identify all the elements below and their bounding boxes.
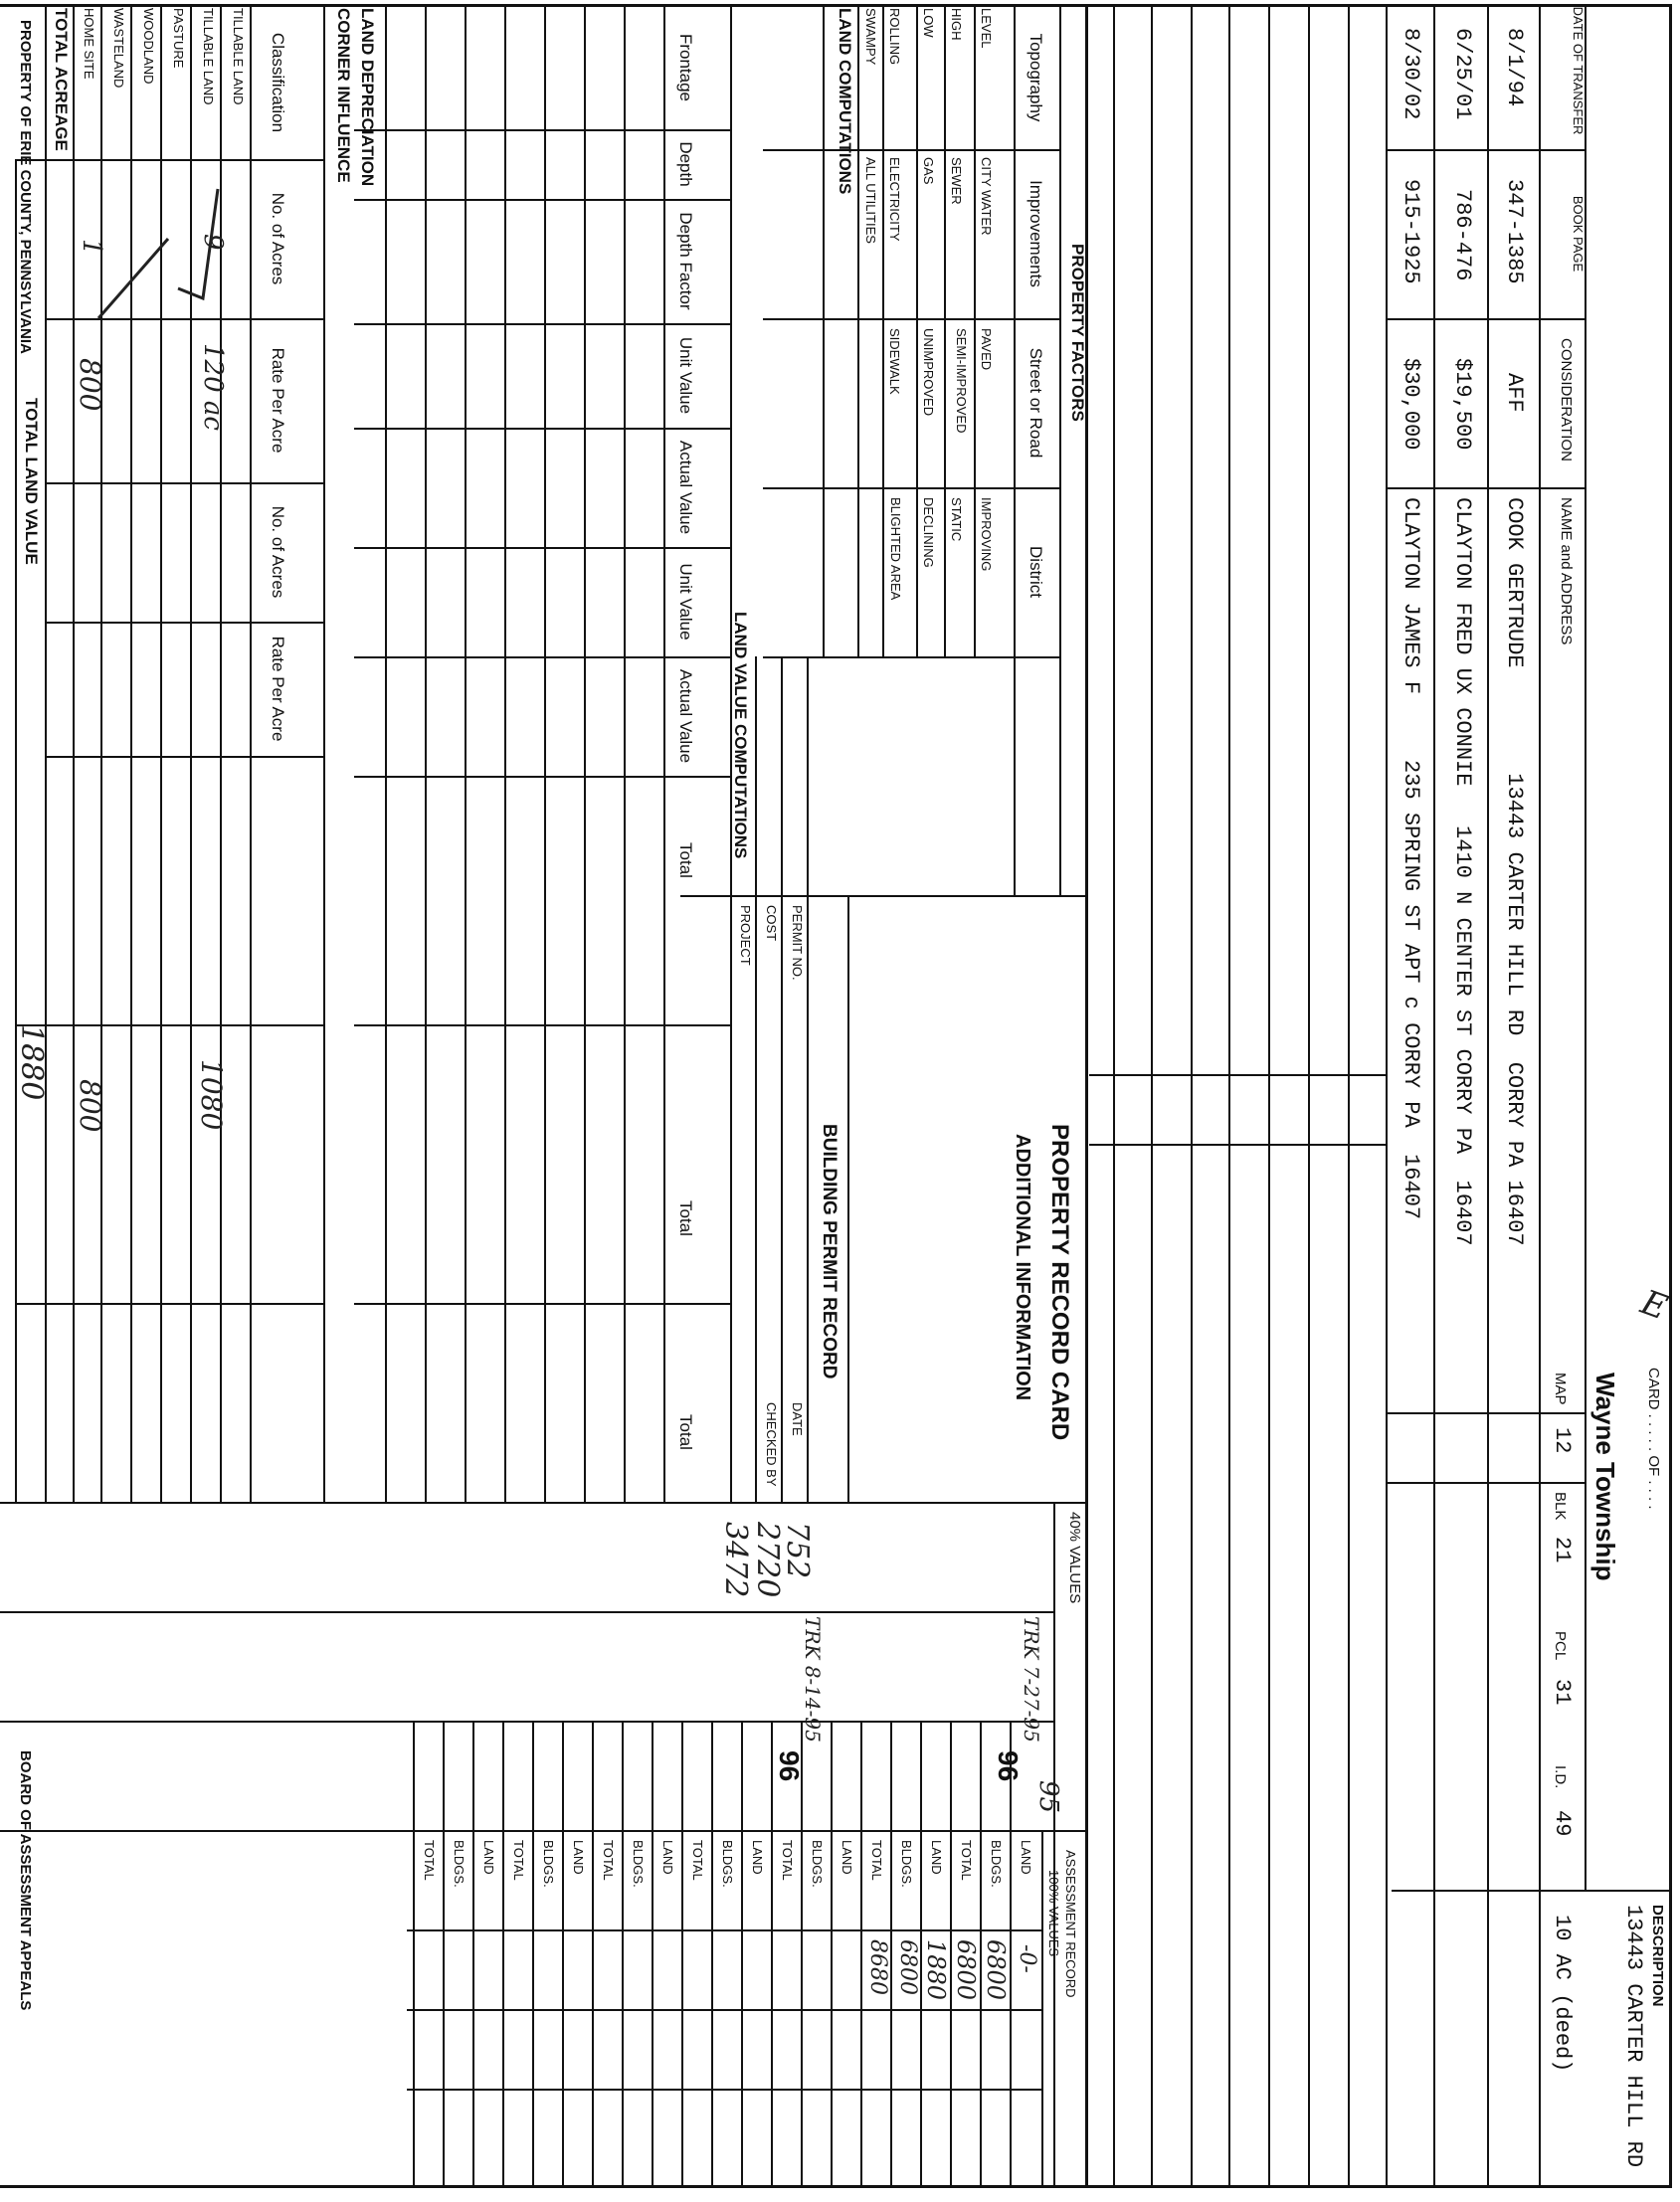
ar-label-16: BLDGS. [541, 1840, 556, 1888]
ar-label-4: BLDGS. [899, 1840, 914, 1888]
year-col1: 96 [993, 1750, 1024, 1782]
pf-header-improvements: Improvements [1027, 180, 1045, 287]
ar-label-14: TOTAL [601, 1840, 616, 1881]
hand-note-col1: TRK 7-27-95 [1020, 1616, 1043, 1743]
hand-home-rate: 800 [74, 358, 106, 412]
transfer-3-book: 915-1925 [1399, 179, 1423, 284]
pf-road-semi: SEMI-IMPROVED [954, 328, 969, 434]
pf-district-declining: DECLINING [921, 497, 936, 568]
hand-tillable-total: 1080 [195, 1059, 228, 1131]
pf-topo-level: LEVEL [979, 8, 994, 49]
pf-header-district: District [1027, 546, 1045, 598]
map-label: MAP [1552, 1373, 1569, 1405]
lt-header-acres-1: No. of Acres [269, 192, 287, 285]
permit-cost-label: COST [764, 905, 779, 942]
lc-header-frontage: Frontage [676, 33, 695, 102]
record-card-title: PROPERTY RECORD CARD [1046, 1124, 1073, 1441]
lt-row-tillable-1: TILLABLE LAND [231, 8, 246, 105]
pf-topo-rolling: ROLLING [887, 8, 902, 66]
ar-label-3: LAND [929, 1840, 944, 1875]
description-line-2: 10 AC (deed) [1550, 1915, 1575, 2073]
pf-district-blighted: BLIGHTED AREA [888, 497, 903, 601]
hand-ar-col2-total: 8680 [865, 1939, 890, 1995]
ar-label-10: BLDGS. [720, 1840, 735, 1888]
hand-ar-col1-bldgs: 6800 [982, 1939, 1010, 2001]
lt-header-acres-2: No. of Acres [269, 505, 287, 599]
card-of-label: CARD . . . . . OF . . . . [1645, 1368, 1662, 1510]
assessment-record-title: ASSESSMENT RECORD [1063, 1850, 1078, 1998]
lt-row-wasteland: WASTELAND [111, 8, 126, 89]
hand-note-col2: TRK 8-14-95 [801, 1616, 825, 1743]
forty-values-title: 40% VALUES [1066, 1512, 1083, 1604]
hand-tillable-rate: 120 ac [198, 343, 228, 431]
year-col2: 96 [774, 1750, 805, 1782]
transfer-2-name: CLAYTON FRED UX CONNIE 1410 N CENTER ST CORRY PA 16407 [1450, 497, 1475, 1246]
ar-label-7: BLDGS. [810, 1840, 825, 1888]
hand-tillable-acres: 9 [198, 234, 228, 251]
pf-topo-low: LOW [921, 8, 936, 38]
lvc-title: LAND VALUE COMPUTATIONS [731, 612, 750, 859]
lc-header-actual-value-2: Actual Value [676, 668, 695, 764]
ar-label-19: BLDGS. [452, 1840, 467, 1888]
pf-header-street: Street or Road [1027, 347, 1045, 459]
record-card-subtitle: ADDITIONAL INFORMATION [1012, 1134, 1033, 1401]
hand-home-acres: 1 [77, 239, 106, 256]
ar-label-18: LAND [481, 1840, 496, 1875]
corner-influence-label: CORNER INFLUENCE [334, 8, 353, 183]
lt-row-woodland: WOODLAND [141, 8, 156, 85]
pf-header-topography: Topography [1027, 33, 1045, 122]
pf-road-sidewalk: SIDEWALK [887, 328, 902, 395]
lt-row-tillable-2: TILLABLE LAND [201, 8, 216, 105]
transfer-1-date: 8/1/94 [1502, 28, 1527, 107]
land-depreciation-label: LAND DEPRECIATION [358, 8, 377, 187]
land-computations-title: LAND COMPUTATIONS [836, 8, 854, 195]
blk-label: BLK [1552, 1492, 1569, 1521]
lc-header-total-2: Total [676, 1200, 695, 1236]
permit-checked-label: CHECKED BY [764, 1402, 779, 1487]
pcl-label: PCL [1552, 1631, 1569, 1661]
id-value: 49 [1550, 1810, 1575, 1837]
hand-forty-total: 3472 [718, 1522, 753, 1598]
permit-no-label: PERMIT NO. [790, 905, 805, 981]
transfer-header-date: DATE OF TRANSFER [1571, 6, 1586, 135]
transfer-1-consideration: AFF [1502, 373, 1527, 413]
transfer-3-consideration: $30,000 [1399, 358, 1423, 451]
hand-year-mark: 95 [1033, 1780, 1063, 1814]
assessment-record-subtitle: 100% VALUES [1046, 1870, 1061, 1957]
property-factors-title: PROPERTY FACTORS [1068, 244, 1087, 422]
transfer-header-name: NAME and ADDRESS [1558, 497, 1575, 645]
lc-header-depth: Depth [676, 141, 695, 187]
township-title: Wayne Township [1590, 1373, 1620, 1581]
pf-imp-sewer: SEWER [949, 157, 964, 205]
lt-row-homesite: HOME SITE [82, 8, 96, 80]
permit-project-label: PROJECT [738, 905, 753, 966]
ar-label-13: BLDGS. [631, 1840, 646, 1888]
pf-topo-swampy: SWAMPY [863, 8, 878, 66]
lc-header-depth-factor: Depth Factor [676, 212, 695, 310]
transfer-3-date: 8/30/02 [1399, 28, 1423, 120]
pf-topo-high: HIGH [949, 8, 964, 41]
ar-label-20: TOTAL [422, 1840, 437, 1881]
footer-left: PROPERTY OF ERIE COUNTY, PENNSYLVANIA [17, 20, 34, 354]
lt-total-land-value-label: TOTAL LAND VALUE [22, 398, 41, 565]
hand-ar-col2-bldgs: 6800 [895, 1939, 920, 1995]
transfer-1-book: 347-1385 [1502, 179, 1527, 284]
ar-label-17: TOTAL [511, 1840, 526, 1881]
lt-header-rate-2: Rate Per Acre [269, 636, 287, 742]
hand-forty-land: 752 [780, 1522, 815, 1579]
lt-header-rate-1: Rate Per Acre [269, 347, 287, 454]
map-value: 12 [1550, 1427, 1575, 1454]
hand-forty-bldgs: 2720 [750, 1522, 785, 1598]
description-line-1: 13443 CARTER HILL RD [1621, 1905, 1646, 2168]
transfer-2-consideration: $19,500 [1450, 358, 1475, 451]
ar-label-6: LAND [840, 1840, 854, 1875]
lt-total-acreage-label: TOTAL ACREAGE [52, 8, 71, 151]
ar-label-2: TOTAL [959, 1840, 974, 1881]
ar-label-12: LAND [660, 1840, 675, 1875]
transfer-2-date: 6/25/01 [1450, 28, 1475, 120]
ar-label-8: TOTAL [780, 1840, 795, 1881]
pf-imp-water: CITY WATER [979, 157, 994, 236]
transfer-header-consideration: CONSIDERATION [1558, 338, 1575, 461]
lc-header-total-1: Total [676, 842, 695, 878]
pf-imp-electricity: ELECTRICITY [887, 157, 902, 242]
pf-imp-gas: GAS [921, 157, 936, 185]
card-border [0, 4, 1672, 2188]
permit-title: BUILDING PERMIT RECORD [819, 1124, 840, 1379]
lc-header-total-3: Total [676, 1414, 695, 1450]
lt-row-pasture: PASTURE [171, 8, 186, 69]
hand-total-land: 1880 [14, 1024, 49, 1101]
blk-value: 21 [1550, 1537, 1575, 1563]
id-label: I.D. [1552, 1765, 1569, 1789]
hand-ar-col1-land: -0- [1015, 1944, 1039, 1973]
footer-right: BOARD OF ASSESSMENT APPEALS [17, 1750, 34, 2011]
transfer-2-book: 786-476 [1450, 189, 1475, 281]
ar-label-15: LAND [571, 1840, 586, 1875]
ar-label-11: TOTAL [690, 1840, 705, 1881]
lc-header-unit-value-1: Unit Value [676, 336, 695, 415]
transfer-1-name: COOK GERTRUDE 13443 CARTER HILL RD CORRY PA 16407 [1502, 497, 1527, 1246]
ar-label-9: LAND [750, 1840, 765, 1875]
hand-home-total: 800 [74, 1079, 106, 1133]
pf-road-paved: PAVED [979, 328, 994, 371]
transfer-3-name: CLAYTON JAMES F 235 SPRING ST APT c CORRY PA 16407 [1399, 497, 1423, 1220]
permit-date-label: DATE [790, 1402, 805, 1436]
ar-label-5: TOTAL [869, 1840, 884, 1881]
pcl-value: 31 [1550, 1679, 1575, 1706]
pf-district-static: STATIC [949, 497, 964, 542]
hand-ar-col2-land: 1880 [922, 1939, 950, 2001]
lc-header-actual-value-1: Actual Value [676, 440, 695, 535]
transfer-header-book: BOOK PAGE [1571, 195, 1586, 273]
ar-label-0: LAND [1019, 1840, 1033, 1875]
hand-ar-col1-total: 6800 [952, 1939, 980, 2001]
pf-district-improving: IMPROVING [979, 497, 994, 572]
description-label: DESCRIPTION [1649, 1905, 1666, 2007]
pf-road-unimproved: UNIMPROVED [921, 328, 936, 417]
corner-mark: E [1635, 1282, 1673, 1329]
lt-header-classification: Classification [269, 32, 287, 133]
pf-imp-utilities: ALL UTILITIES [863, 157, 878, 244]
lc-header-unit-value-2: Unit Value [676, 563, 695, 641]
ar-label-1: BLDGS. [989, 1840, 1004, 1888]
